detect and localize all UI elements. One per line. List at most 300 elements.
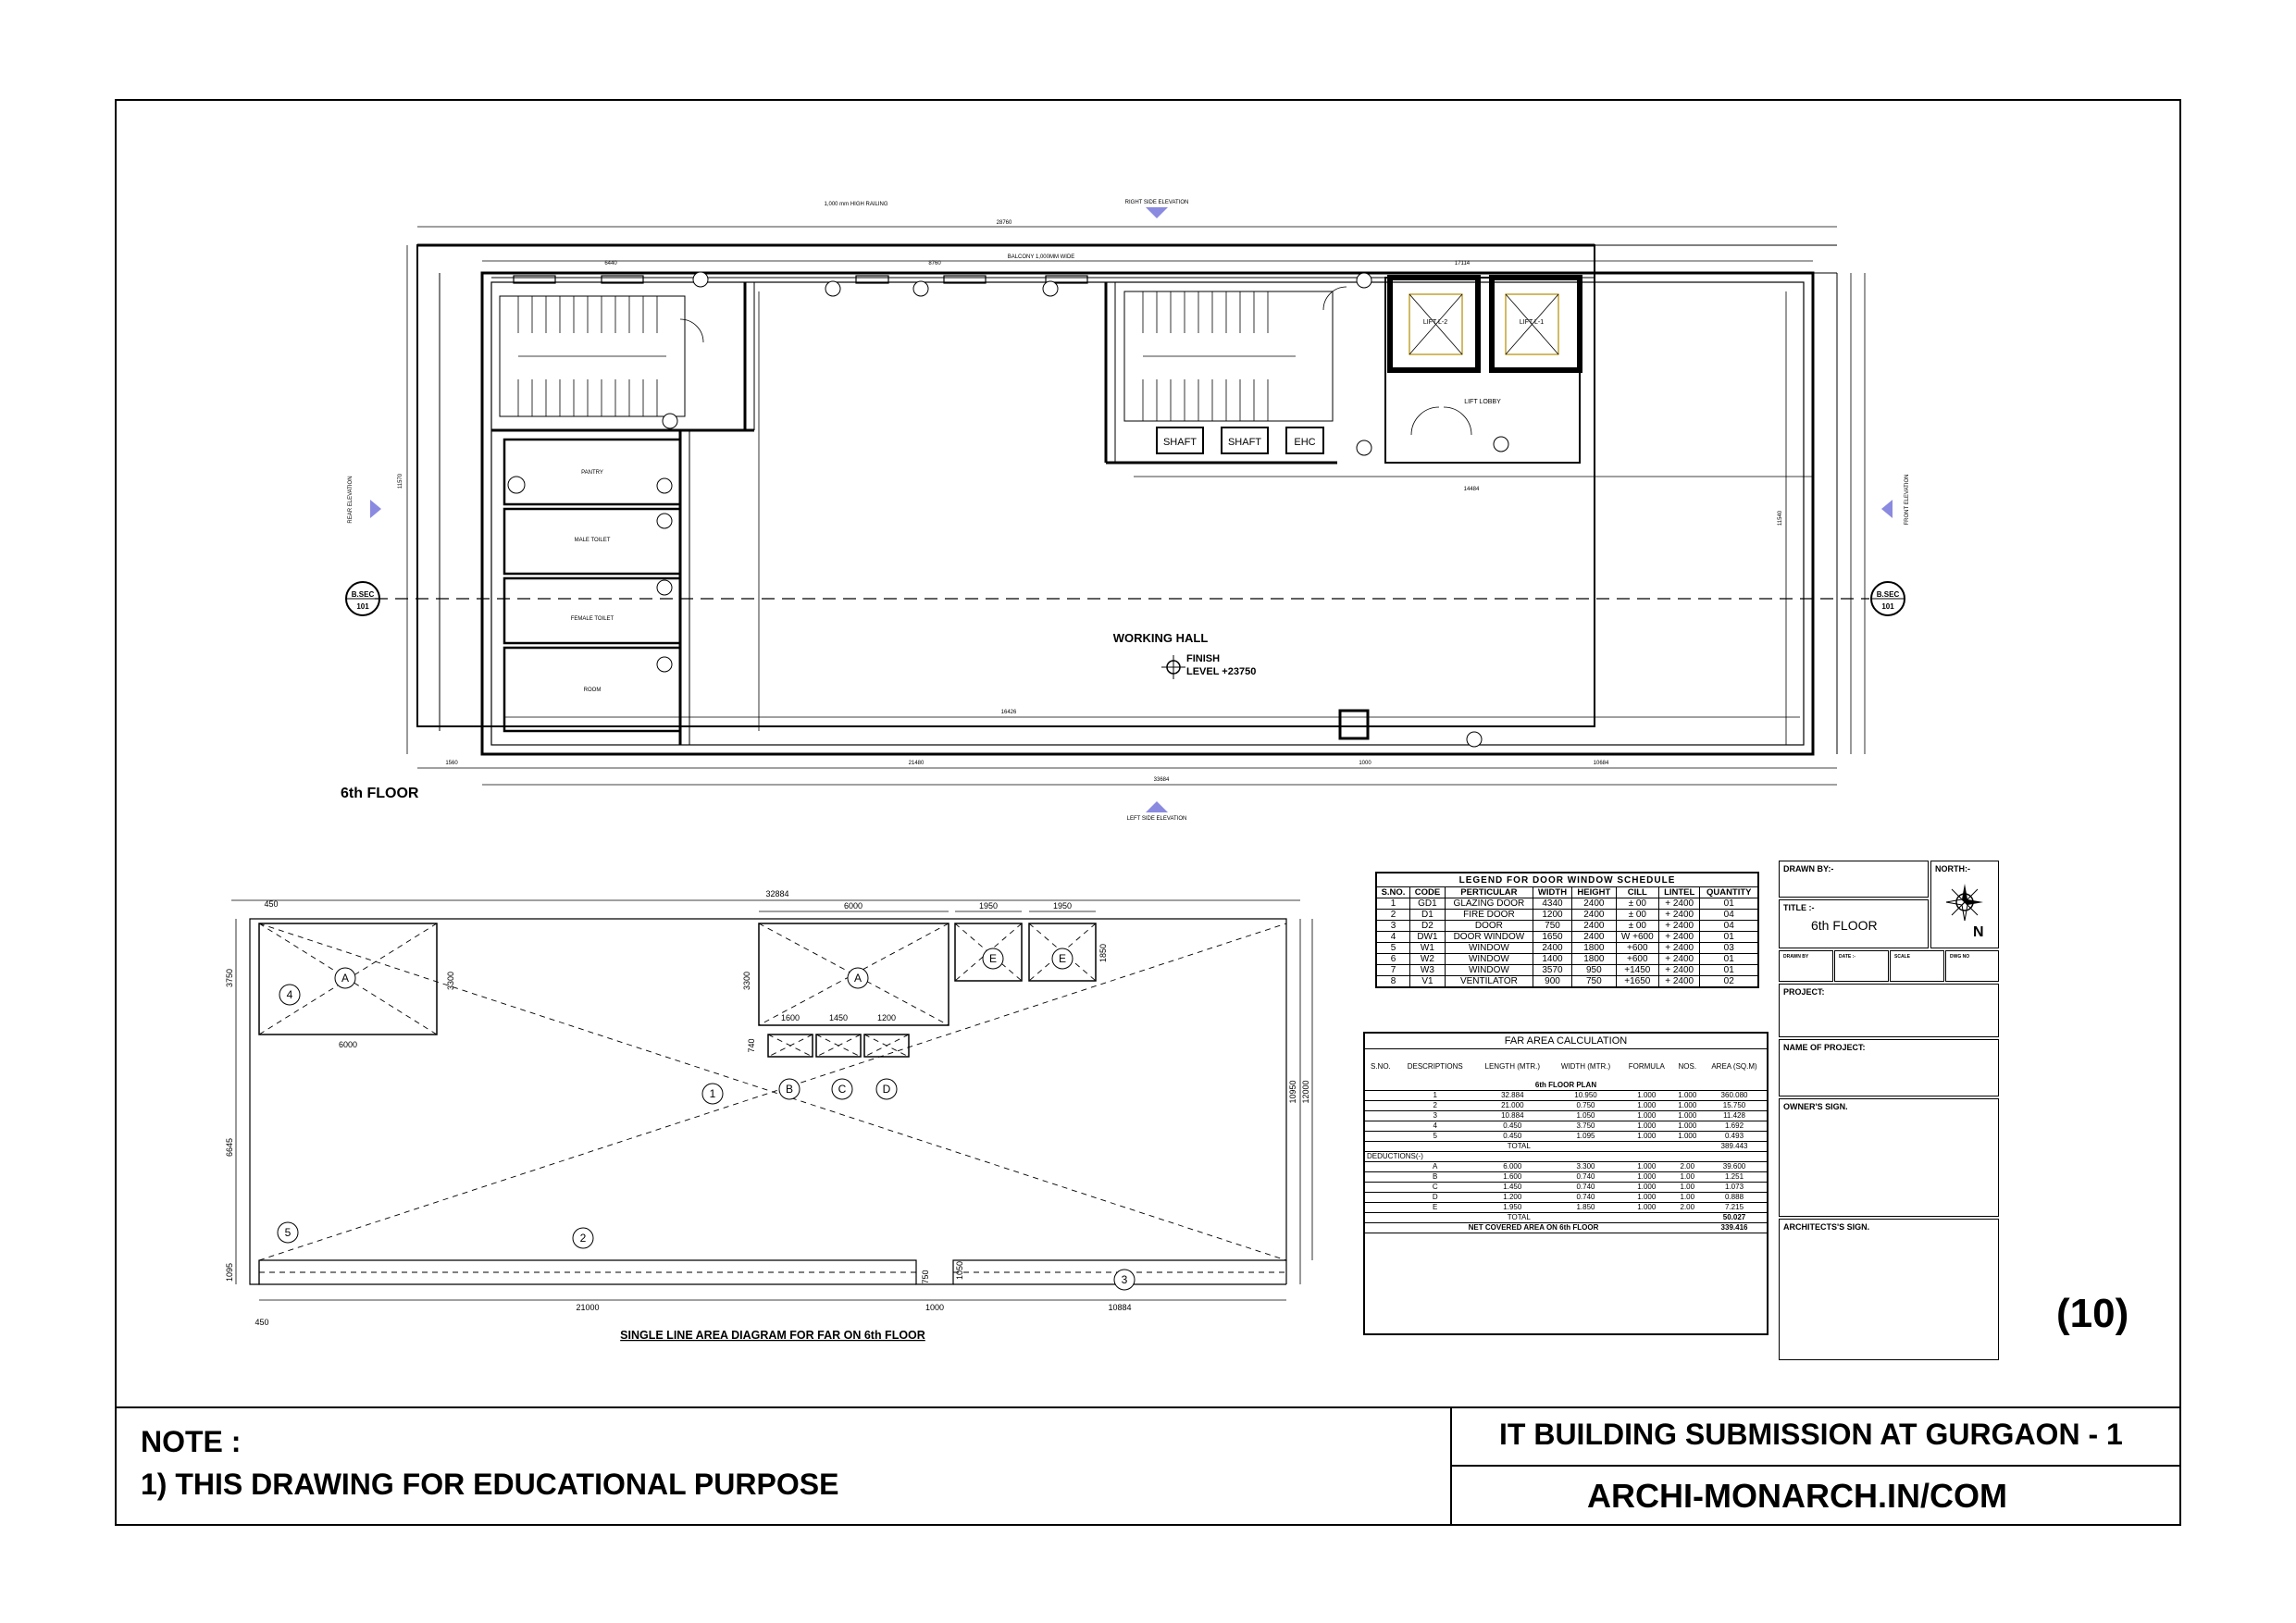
legend-cell: V1 xyxy=(1410,976,1446,988)
far-cell: 1.000 xyxy=(1620,1132,1673,1142)
far-cell xyxy=(1365,1193,1396,1203)
legend-cell: +600 xyxy=(1616,954,1658,965)
note-text: 1) THIS DRAWING FOR EDUCATIONAL PURPOSE xyxy=(141,1468,839,1501)
far-row xyxy=(1365,1111,1767,1121)
far-cell: 21.000 xyxy=(1474,1101,1551,1111)
note-heading: NOTE : xyxy=(141,1425,242,1458)
legend-row xyxy=(1376,976,1758,988)
far-cell: 1.950 xyxy=(1474,1203,1551,1213)
far-deduction-row xyxy=(1365,1183,1767,1193)
dim-top: 28760 xyxy=(996,220,1012,226)
architects-sign-cell xyxy=(1779,1219,1999,1360)
legend-header-cell: QUANTITY xyxy=(1700,887,1758,898)
legend-cell: 1200 xyxy=(1533,910,1571,921)
far-plan-label-row xyxy=(1365,1081,1767,1091)
far-cell: 1.450 xyxy=(1474,1183,1551,1193)
dim-h: 16426 xyxy=(1000,710,1017,715)
legend-cell: ± 00 xyxy=(1616,898,1658,910)
far-cell: 11.428 xyxy=(1702,1111,1767,1121)
legend-row xyxy=(1376,965,1758,976)
legend-cell: D1 xyxy=(1410,910,1446,921)
far-cell: 1.000 xyxy=(1620,1111,1673,1121)
far-cell: 1.00 xyxy=(1673,1172,1702,1183)
legend-cell: + 2400 xyxy=(1658,943,1700,954)
far-cell: TOTAL xyxy=(1365,1213,1673,1223)
legend-cell: + 2400 xyxy=(1658,954,1700,965)
far-cell: 1.692 xyxy=(1702,1121,1767,1132)
plan-title: 6th FLOOR xyxy=(341,786,419,801)
marker-4: 4 xyxy=(286,988,293,1001)
dim-b: 1000 xyxy=(1359,761,1371,766)
far-cell: 1.00 xyxy=(1673,1183,1702,1193)
far-row xyxy=(1365,1132,1767,1142)
far-cell xyxy=(1365,1162,1396,1172)
dim-step-h: 750 xyxy=(921,1270,930,1284)
marker-2: 2 xyxy=(579,1232,587,1245)
legend-cell: 4340 xyxy=(1533,898,1571,910)
dim-c-width: 1450 xyxy=(828,1013,849,1022)
dim-left-h3: 1095 xyxy=(225,1262,234,1282)
owners-sign-label: OWNER'S SIGN. xyxy=(1783,1102,1848,1111)
hall-name: WORKING HALL xyxy=(1112,631,1209,645)
section-number-left: 101 xyxy=(356,602,369,611)
dim-left-h2: 6645 xyxy=(225,1137,234,1158)
far-cell: 1.850 xyxy=(1551,1203,1620,1213)
legend-cell: 2400 xyxy=(1572,932,1617,943)
far-cell: 389.443 xyxy=(1702,1142,1767,1152)
far-header-cell: NOS. xyxy=(1678,1062,1697,1071)
legend-cell: 1800 xyxy=(1572,943,1617,954)
legend-cell: W3 xyxy=(1410,965,1446,976)
far-cell: 1.000 xyxy=(1620,1203,1673,1213)
far-cell: 1.000 xyxy=(1673,1091,1702,1101)
far-cell: 2.00 xyxy=(1673,1162,1702,1172)
legend-cell: 01 xyxy=(1700,954,1758,965)
far-cell: 1.073 xyxy=(1702,1183,1767,1193)
far-cell: 0.450 xyxy=(1474,1121,1551,1132)
dim-a2-height: 3300 xyxy=(742,971,751,991)
far-cell: 3.300 xyxy=(1551,1162,1620,1172)
marker-5: 5 xyxy=(284,1226,292,1239)
legend-cell: ± 00 xyxy=(1616,910,1658,921)
dim-a2-width: 6000 xyxy=(843,901,863,911)
legend-cell: 1400 xyxy=(1533,954,1571,965)
drawn-label: DRAWN BY xyxy=(1783,954,1809,960)
legend-cell: WINDOW xyxy=(1445,943,1533,954)
far-cell xyxy=(1365,1111,1396,1121)
far-deduction-row xyxy=(1365,1203,1767,1213)
title-label: TITLE :- xyxy=(1783,903,1815,912)
far-cell xyxy=(1365,1101,1396,1111)
shaft-label-2: SHAFT xyxy=(1227,437,1262,448)
legend-cell: + 2400 xyxy=(1658,910,1700,921)
area-diagram xyxy=(0,861,1370,1360)
dim-e: 6440 xyxy=(604,261,617,266)
far-header-cell: FORMULA xyxy=(1628,1062,1665,1071)
legend-cell: 03 xyxy=(1700,943,1758,954)
website: ARCHI-MONARCH.IN/COM xyxy=(1587,1477,2007,1515)
dim-e1: 1950 xyxy=(978,901,999,911)
date-cell xyxy=(1834,950,1889,982)
far-cell: 1.000 xyxy=(1620,1183,1673,1193)
dim-top-total: 32884 xyxy=(765,889,789,898)
ehc-label: EHC xyxy=(1294,437,1316,448)
dim-bottom-1: 21000 xyxy=(576,1303,600,1312)
legend-cell: GD1 xyxy=(1410,898,1446,910)
far-cell: 4 xyxy=(1396,1121,1474,1132)
far-cell: 1.000 xyxy=(1620,1101,1673,1111)
dim-bottom-offset: 450 xyxy=(254,1318,269,1327)
legend-cell: W +600 xyxy=(1616,932,1658,943)
far-cell: 1.000 xyxy=(1673,1132,1702,1142)
far-cell: 3.750 xyxy=(1551,1121,1620,1132)
female-toilet-label: FEMALE TOILET xyxy=(570,616,614,622)
railing-note: 1,000 mm HIGH RAILING xyxy=(824,202,888,207)
scale-label: SCALE xyxy=(1894,954,1910,960)
dim-step-h2: 1050 xyxy=(955,1260,964,1281)
left-elevation-marker-icon xyxy=(1146,801,1168,812)
far-cell: C xyxy=(1396,1183,1474,1193)
far-row xyxy=(1365,1101,1767,1111)
marker-c: C xyxy=(838,1083,847,1096)
drawn-by-cell xyxy=(1779,861,1929,898)
legend-header-cell: S.NO. xyxy=(1376,887,1410,898)
front-elevation-marker-icon xyxy=(1881,500,1893,518)
legend-cell: 950 xyxy=(1572,965,1617,976)
far-cell: 6.000 xyxy=(1474,1162,1551,1172)
door-window-legend xyxy=(1375,872,1759,988)
legend-cell: 01 xyxy=(1700,965,1758,976)
front-elevation-label: FRONT ELEVATION xyxy=(1905,474,1910,526)
pantry-label: PANTRY xyxy=(581,470,603,476)
lift-1-label: LIFT L-1 xyxy=(1519,319,1545,326)
legend-cell: 04 xyxy=(1700,910,1758,921)
dim-e2: 1950 xyxy=(1052,901,1073,911)
far-cell: 0.450 xyxy=(1474,1132,1551,1142)
north-letter: N xyxy=(1973,924,1984,940)
far-cell: 5 xyxy=(1396,1132,1474,1142)
far-deduction-row xyxy=(1365,1172,1767,1183)
far-cell: 15.750 xyxy=(1702,1101,1767,1111)
right-elevation-marker-icon xyxy=(1146,207,1168,218)
lift-lobby-label: LIFT LOBBY xyxy=(1464,399,1501,405)
marker-a-left: A xyxy=(341,972,350,985)
far-cell xyxy=(1365,1203,1396,1213)
dim-j: 11570 xyxy=(398,473,403,489)
marker-e-2: E xyxy=(1058,952,1067,965)
far-cell: 339.416 xyxy=(1702,1223,1767,1233)
right-elevation-label: RIGHT SIDE ELEVATION xyxy=(1124,200,1189,205)
far-cell: 1.000 xyxy=(1620,1091,1673,1101)
marker-d: D xyxy=(882,1083,891,1096)
legend-cell: 1800 xyxy=(1572,954,1617,965)
far-cell xyxy=(1365,1183,1396,1193)
legend-row xyxy=(1376,954,1758,965)
level-label: LEVEL +23750 xyxy=(1186,666,1257,677)
legend-cell: 6 xyxy=(1376,954,1410,965)
far-cell: NET COVERED AREA ON 6th FLOOR xyxy=(1365,1223,1702,1233)
far-header-cell: S.NO. xyxy=(1371,1062,1391,1071)
project-label: PROJECT: xyxy=(1783,987,1825,997)
far-cell: 10.884 xyxy=(1474,1111,1551,1121)
far-cell: 3 xyxy=(1396,1111,1474,1121)
far-cell: 1.050 xyxy=(1551,1111,1620,1121)
legend-cell: 2400 xyxy=(1533,943,1571,954)
legend-header-cell: WIDTH xyxy=(1533,887,1571,898)
legend-cell: 04 xyxy=(1700,921,1758,932)
far-cell xyxy=(1365,1091,1396,1101)
title-block xyxy=(1779,861,1999,1360)
dim-c: 10684 xyxy=(1593,761,1609,766)
dim-total: 33684 xyxy=(1153,777,1170,783)
legend-cell: VENTILATOR xyxy=(1445,976,1533,988)
balcony-note: BALCONY 1,000MM WIDE xyxy=(1007,254,1075,260)
name-of-project-cell xyxy=(1779,1039,1999,1096)
legend-cell: +1450 xyxy=(1616,965,1658,976)
far-header-cell: DESCRIPTIONS xyxy=(1407,1062,1463,1071)
legend-header-cell: PERTICULAR xyxy=(1445,887,1533,898)
far-cell: TOTAL xyxy=(1365,1142,1673,1152)
section-number-right: 101 xyxy=(1881,602,1894,611)
legend-cell: 4 xyxy=(1376,932,1410,943)
legend-cell: 3 xyxy=(1376,921,1410,932)
building-outer-wall xyxy=(482,273,1813,754)
far-row xyxy=(1365,1091,1767,1101)
far-deductions-label-row xyxy=(1365,1152,1767,1162)
terrace-outline xyxy=(417,245,1595,726)
far-cell: 360.080 xyxy=(1702,1091,1767,1101)
marker-e-1: E xyxy=(988,952,998,965)
legend-cell: + 2400 xyxy=(1658,921,1700,932)
far-deduction-total-row xyxy=(1365,1213,1767,1223)
legend-cell: 7 xyxy=(1376,965,1410,976)
far-cell: 0.493 xyxy=(1702,1132,1767,1142)
dim-bcd-height: 740 xyxy=(747,1038,756,1053)
far-cell: 32.884 xyxy=(1474,1091,1551,1101)
legend-cell: 2400 xyxy=(1572,910,1617,921)
far-deduction-row xyxy=(1365,1162,1767,1172)
far-cell xyxy=(1673,1213,1702,1223)
legend-cell: GLAZING DOOR xyxy=(1445,898,1533,910)
legend-cell: DOOR xyxy=(1445,921,1533,932)
far-cell: D xyxy=(1396,1193,1474,1203)
far-cell xyxy=(1365,1172,1396,1183)
legend-cell: + 2400 xyxy=(1658,976,1700,988)
project-title: IT BUILDING SUBMISSION AT GURGAON - 1 xyxy=(1499,1418,2123,1451)
section-label-right: B.SEC xyxy=(1876,590,1900,599)
footer-divider xyxy=(115,1406,2181,1408)
marker-3: 3 xyxy=(1121,1273,1128,1286)
dim-left-h1: 3750 xyxy=(225,968,234,988)
dim-d-width: 1200 xyxy=(876,1013,897,1022)
north-arrow-icon xyxy=(1939,873,1994,937)
sheet-number: (10) xyxy=(2056,1291,2129,1336)
far-cell: 1 xyxy=(1396,1091,1474,1101)
legend-cell: 8 xyxy=(1376,976,1410,988)
legend-header-cell: LINTEL xyxy=(1658,887,1700,898)
dim-b-width: 1600 xyxy=(780,1013,800,1022)
legend-header-cell: HEIGHT xyxy=(1572,887,1617,898)
legend-cell: 02 xyxy=(1700,976,1758,988)
scale-cell xyxy=(1890,950,1944,982)
far-header-cell: LENGTH (MTR.) xyxy=(1484,1062,1541,1071)
owners-sign-cell xyxy=(1779,1098,1999,1217)
legend-row xyxy=(1376,898,1758,910)
dim-h-inner: 10950 xyxy=(1288,1080,1297,1104)
far-cell: 0.740 xyxy=(1551,1193,1620,1203)
legend-cell: D2 xyxy=(1410,921,1446,932)
legend-cell: 1 xyxy=(1376,898,1410,910)
far-cell: 1.000 xyxy=(1620,1172,1673,1183)
legend-title: LEGEND FOR DOOR WINDOW SCHEDULE xyxy=(1376,873,1758,887)
legend-cell: W1 xyxy=(1410,943,1446,954)
dim-left-offset: 450 xyxy=(264,899,279,909)
legend-cell: 750 xyxy=(1572,976,1617,988)
far-cell: 0.740 xyxy=(1551,1183,1620,1193)
architects-sign-label: ARCHITECTS'S SIGN. xyxy=(1783,1222,1870,1232)
date-label: DATE :- xyxy=(1839,954,1855,960)
legend-cell: W2 xyxy=(1410,954,1446,965)
legend-cell: 01 xyxy=(1700,932,1758,943)
dwg-no-label: DWG NO xyxy=(1950,954,1970,960)
dim-bottom-3: 10884 xyxy=(1108,1303,1132,1312)
legend-cell: 2400 xyxy=(1572,898,1617,910)
project-cell xyxy=(1779,984,1999,1037)
left-elevation-label: LEFT SIDE ELEVATION xyxy=(1126,816,1187,822)
footer-horizontal-divider xyxy=(1450,1465,2181,1467)
far-header-cell: WIDTH (MTR.) xyxy=(1560,1062,1611,1071)
far-cell: 6th FLOOR PLAN xyxy=(1365,1081,1767,1091)
far-cell: 1.251 xyxy=(1702,1172,1767,1183)
lift-2-label: LIFT L-2 xyxy=(1422,319,1448,326)
legend-header-cell: CILL xyxy=(1616,887,1658,898)
far-cell: 2.00 xyxy=(1673,1203,1702,1213)
title-cell xyxy=(1779,899,1929,948)
legend-cell: WINDOW xyxy=(1445,954,1533,965)
dim-d: 1560 xyxy=(445,761,458,766)
far-cell: 1.000 xyxy=(1620,1193,1673,1203)
far-cell: 0.888 xyxy=(1702,1193,1767,1203)
dim-bottom-2: 1000 xyxy=(925,1303,945,1312)
room-label: ROOM xyxy=(583,688,602,693)
legend-row xyxy=(1376,921,1758,932)
dim-i: 14484 xyxy=(1463,487,1480,492)
legend-header-cell: CODE xyxy=(1410,887,1446,898)
legend-cell: 2 xyxy=(1376,910,1410,921)
far-total-row xyxy=(1365,1142,1767,1152)
far-cell: B xyxy=(1396,1172,1474,1183)
dim-a-height: 3300 xyxy=(446,971,455,991)
far-cell xyxy=(1365,1132,1396,1142)
far-title: FAR AREA CALCULATION xyxy=(1365,1034,1767,1049)
legend-row xyxy=(1376,943,1758,954)
far-header-cell: AREA (SQ.M) xyxy=(1711,1062,1757,1071)
legend-cell: + 2400 xyxy=(1658,932,1700,943)
shaft-label-1: SHAFT xyxy=(1162,437,1198,448)
legend-cell: 1650 xyxy=(1533,932,1571,943)
legend-cell: +1650 xyxy=(1616,976,1658,988)
far-cell: 1.000 xyxy=(1673,1111,1702,1121)
dim-e-height: 1850 xyxy=(1098,943,1108,963)
rear-elevation-label: REAR ELEVATION xyxy=(348,476,354,524)
far-cell: 1.200 xyxy=(1474,1193,1551,1203)
far-row xyxy=(1365,1121,1767,1132)
far-cell xyxy=(1365,1121,1396,1132)
legend-cell: 900 xyxy=(1533,976,1571,988)
far-cell: A xyxy=(1396,1162,1474,1172)
legend-cell: FIRE DOOR xyxy=(1445,910,1533,921)
far-cell: 1.600 xyxy=(1474,1172,1551,1183)
legend-row xyxy=(1376,932,1758,943)
far-cell xyxy=(1673,1142,1702,1152)
marker-b: B xyxy=(785,1083,794,1096)
legend-cell: DW1 xyxy=(1410,932,1446,943)
far-net-row xyxy=(1365,1223,1767,1233)
diagram-title: SINGLE LINE AREA DIAGRAM FOR FAR ON 6th FLOOR xyxy=(620,1329,925,1342)
far-cell: 1.000 xyxy=(1673,1101,1702,1111)
dim-a-width: 6000 xyxy=(338,1040,358,1049)
far-deduction-row xyxy=(1365,1193,1767,1203)
legend-cell: 5 xyxy=(1376,943,1410,954)
section-label-left: B.SEC xyxy=(351,590,375,599)
far-cell: 7.215 xyxy=(1702,1203,1767,1213)
dim-h-total: 12000 xyxy=(1301,1080,1310,1104)
dim-k: 11540 xyxy=(1778,510,1783,527)
far-cell: 1.000 xyxy=(1673,1121,1702,1132)
rear-elevation-marker-icon xyxy=(370,500,381,518)
far-cell: 1.095 xyxy=(1551,1132,1620,1142)
far-cell: 2 xyxy=(1396,1101,1474,1111)
far-area-calculation xyxy=(1363,1032,1769,1335)
title-value: 6th FLOOR xyxy=(1811,918,1878,933)
far-cell: E xyxy=(1396,1203,1474,1213)
legend-cell: ± 00 xyxy=(1616,921,1658,932)
far-cell: 50.027 xyxy=(1702,1213,1767,1223)
far-cell: DEDUCTIONS(-) xyxy=(1365,1152,1767,1162)
legend-cell: 3570 xyxy=(1533,965,1571,976)
far-cell: 1.000 xyxy=(1620,1162,1673,1172)
far-cell: 1.00 xyxy=(1673,1193,1702,1203)
legend-cell: + 2400 xyxy=(1658,965,1700,976)
legend-cell: DOOR WINDOW xyxy=(1445,932,1533,943)
far-cell: 1.000 xyxy=(1620,1121,1673,1132)
male-toilet-label: MALE TOILET xyxy=(574,538,611,543)
far-cell: 10.950 xyxy=(1551,1091,1620,1101)
legend-cell: 2400 xyxy=(1572,921,1617,932)
marker-a-middle: A xyxy=(853,972,863,985)
far-cell: 39.600 xyxy=(1702,1162,1767,1172)
north-cell xyxy=(1930,861,1999,948)
far-cell: 0.750 xyxy=(1551,1101,1620,1111)
marker-1: 1 xyxy=(709,1087,716,1100)
drawn-by-label: DRAWN BY:- xyxy=(1783,864,1834,873)
legend-cell: WINDOW xyxy=(1445,965,1533,976)
legend-cell: 01 xyxy=(1700,898,1758,910)
legend-row xyxy=(1376,910,1758,921)
drawn-cell xyxy=(1779,950,1833,982)
name-of-project-label: NAME OF PROJECT: xyxy=(1783,1043,1866,1052)
north-label: NORTH:- xyxy=(1935,864,1970,873)
finish-label: FINISH xyxy=(1186,653,1221,664)
legend-cell: + 2400 xyxy=(1658,898,1700,910)
dim-g: 17114 xyxy=(1454,261,1471,266)
legend-cell: +600 xyxy=(1616,943,1658,954)
far-cell: 0.740 xyxy=(1551,1172,1620,1183)
dwg-no-cell xyxy=(1945,950,1999,982)
dim-a: 21480 xyxy=(908,761,925,766)
legend-cell: 750 xyxy=(1533,921,1571,932)
dim-f: 8760 xyxy=(928,261,941,266)
